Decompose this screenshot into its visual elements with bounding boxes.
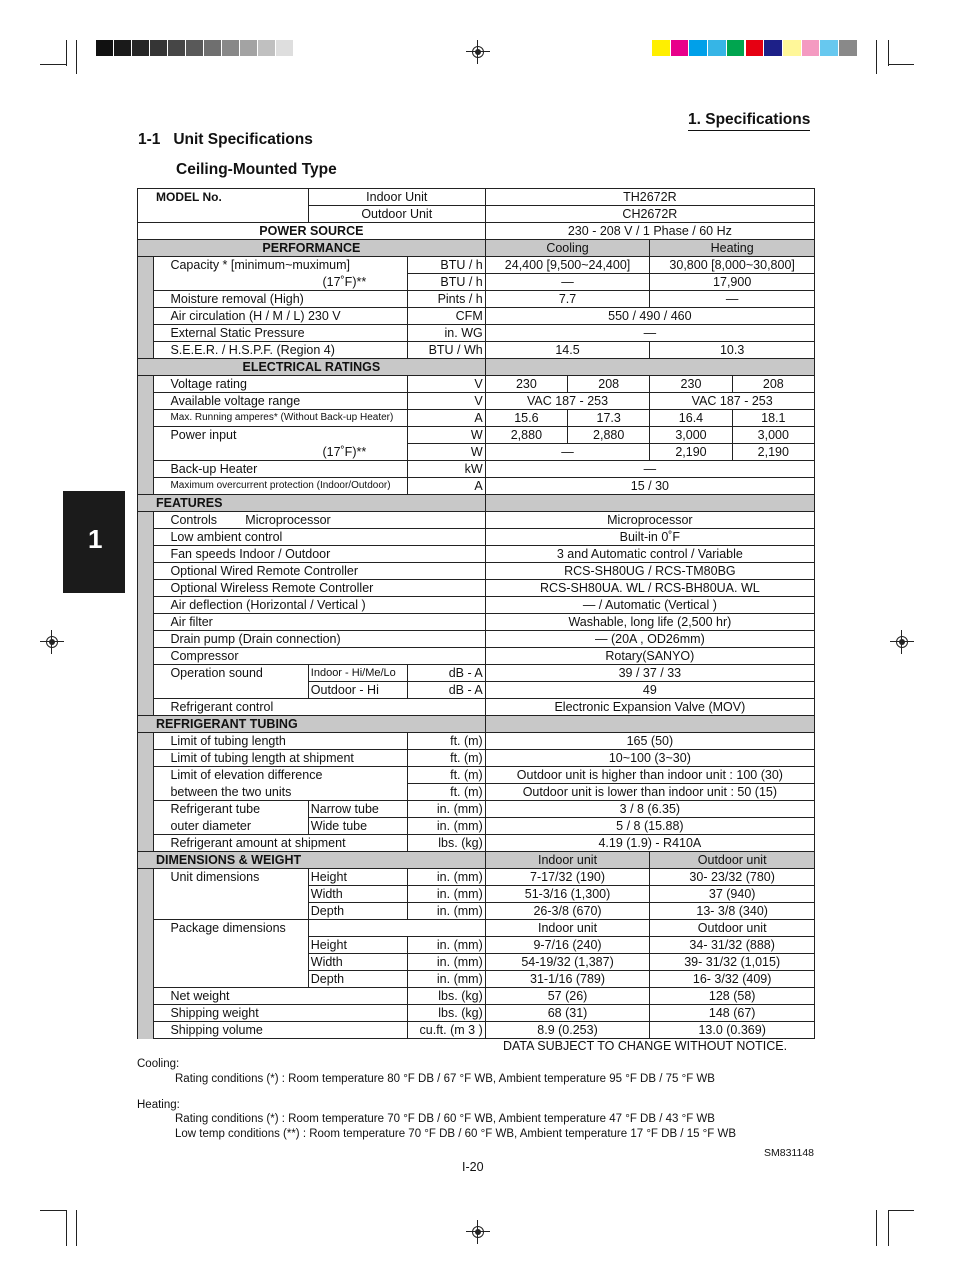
cell: Air deflection (Horizontal / Vertical ) [154,597,485,614]
table-row [138,784,815,801]
cell: 2,880 [485,427,567,444]
cell: — / Automatic (Vertical ) [485,597,814,614]
cell [485,716,814,733]
color-swatch [764,40,782,56]
color-swatch [186,40,203,56]
cell: Unit dimensions [154,869,308,920]
spec-table [137,188,815,1039]
registration-mark-icon [44,634,60,650]
heating-label: Heating: [137,1099,180,1111]
table-row [138,546,815,563]
cell: 7-17/32 (190) [485,869,650,886]
gray-calibration-bar [96,40,300,56]
table-row [138,223,815,240]
table-row [138,750,815,767]
color-swatch [240,40,257,56]
table-row [138,1022,815,1039]
cell: 37 (940) [650,886,815,903]
table-row [138,682,815,699]
cell: Back-up Heater [154,461,407,478]
table-row [138,631,815,648]
cell: Outdoor unit is lower than indoor unit : 50 (15) [485,784,814,801]
outdoor-model: CH2672R [485,206,814,223]
table-row [138,563,815,580]
cell: in. WG [407,325,485,342]
cell: 165 (50) [485,733,814,750]
cell: BTU / h [407,257,485,274]
cell: Net weight [154,988,407,1005]
cell: Shipping volume [154,1022,407,1039]
cell: 3 / 8 (6.35) [485,801,814,818]
crop-mark [888,1210,889,1246]
cell: 3 and Automatic control / Variable [485,546,814,563]
row-gutter [138,257,154,359]
cell: — [485,325,814,342]
cell: Optional Wired Remote Controller [154,563,485,580]
cell: lbs. (kg) [407,1005,485,1022]
cell: Indoor - Hi/Me/Lo [308,665,407,682]
cell: Washable, long life (2,500 hr) [485,614,814,631]
color-swatch [783,40,801,56]
crop-mark [66,40,67,66]
cell: Wide tube [308,818,407,835]
crop-mark [888,64,914,65]
cooling-rating: Rating conditions (*) : Room temperature 80 °F DB / 67 °F WB, Ambient temperature 95 °F DB / 75 °F WB [175,1073,715,1085]
table-row [138,869,815,886]
cell: 51-3/16 (1,300) [485,886,650,903]
cell: — [485,274,650,291]
cell: S.E.E.R. / H.S.P.F. (Region 4) [154,342,407,359]
cell: Height [308,937,407,954]
cell: 2,190 [650,444,732,461]
cell: W [407,444,485,461]
cell: in. (mm) [407,954,485,971]
cell: Rotary(SANYO) [485,648,814,665]
cell: in. (mm) [407,818,485,835]
cell: 8.9 (0.253) [485,1022,650,1039]
cell: 208 [568,376,650,393]
cell: ft. (m) [407,750,485,767]
cell: 2,880 [568,427,650,444]
table-row [138,529,815,546]
table-row [138,920,815,937]
table-row [138,767,815,784]
color-calibration-bar [652,40,858,56]
cell: Optional Wireless Remote Controller [154,580,485,597]
cell: Max. Running amperes* (Without Back-up Heater) [154,410,407,427]
color-swatch [258,40,275,56]
cell: V [407,376,485,393]
table-row [138,291,815,308]
cell: A [407,410,485,427]
cell: W [407,427,485,444]
table-row [138,325,815,342]
table-row [138,189,815,206]
cell: 9-7/16 (240) [485,937,650,954]
cell: — (20A , OD26mm) [485,631,814,648]
color-swatch [276,40,293,56]
cooling-label: Cooling: [137,1058,180,1070]
performance-header: PERFORMANCE [138,240,486,257]
cell: 18.1 [732,410,814,427]
crop-mark [76,40,77,74]
crop-mark [876,1210,877,1246]
color-swatch [802,40,820,56]
cell: — [485,444,650,461]
cell: in. (mm) [407,801,485,818]
cell: Low ambient control [154,529,485,546]
heating-header: Heating [650,240,815,257]
cell: RCS-SH80UG / RCS-TM80BG [485,563,814,580]
table-row [138,580,815,597]
row-gutter [138,512,154,716]
registration-mark-icon [470,1224,486,1240]
cell: ft. (m) [407,767,485,784]
cooling-header: Cooling [485,240,650,257]
cell: Power input [154,427,407,444]
cell: dB - A [407,682,485,699]
cell: cu.ft. (m 3 ) [407,1022,485,1039]
disclaimer: DATA SUBJECT TO CHANGE WITHOUT NOTICE. [503,1039,788,1053]
cell: Limit of tubing length [154,733,407,750]
color-swatch [132,40,149,56]
cell: — [485,461,814,478]
section-header [138,240,815,257]
cell: RCS-SH80UA. WL / RCS-BH80UA. WL [485,580,814,597]
cell: Controls [154,512,308,529]
cell: CFM [407,308,485,325]
cell: Width [308,886,407,903]
cell: Depth [308,971,407,988]
cell [308,920,485,937]
cell: BTU / Wh [407,342,485,359]
crop-mark [40,1210,66,1211]
features-header: FEATURES [138,495,486,512]
cell: kW [407,461,485,478]
cell: 30,800 [8,000~30,800] [650,257,815,274]
cell: Shipping weight [154,1005,407,1022]
cell: Compressor [154,648,485,665]
page-number: I-20 [462,1160,484,1174]
cell: VAC 187 - 253 [650,393,815,410]
cell: 31-1/16 (789) [485,971,650,988]
table-row [138,478,815,495]
table-row [138,699,815,716]
registration-mark-icon [470,44,486,60]
cell [245,512,485,529]
table-row [138,512,815,529]
cell: Narrow tube [308,801,407,818]
type-title: Ceiling-Mounted Type [176,161,337,178]
cell: Refrigerant tube [154,801,308,818]
section-header [138,852,815,869]
cell: in. (mm) [407,903,485,920]
cell [485,495,814,512]
cell: Fan speeds Indoor / Outdoor [154,546,485,563]
cell: Air circulation (H / M / L) 230 V [154,308,407,325]
cell: 4.19 (1.9) - R410A [485,835,814,852]
cell: 230 [650,376,732,393]
cell: 15 / 30 [485,478,814,495]
cell: 68 (31) [485,1005,650,1022]
cell: 14.5 [485,342,650,359]
cell: Package dimensions [154,920,308,988]
cell: Indoor unit [485,920,650,937]
crop-mark [888,40,889,66]
cell: between the two units [154,784,407,801]
electrical-header: ELECTRICAL RATINGS [138,359,486,376]
table-row [138,801,815,818]
table-row [138,410,815,427]
cell: 54-19/32 (1,387) [485,954,650,971]
cell: Limit of tubing length at shipment [154,750,407,767]
table-row [138,376,815,393]
cell: lbs. (kg) [407,988,485,1005]
cell: 34- 31/32 (888) [650,937,815,954]
cell: Outdoor unit is higher than indoor unit : 100 (30) [485,767,814,784]
indoor-unit-label: Indoor Unit [308,189,485,206]
color-swatch [150,40,167,56]
cell: 10.3 [650,342,815,359]
cell: A [407,478,485,495]
cell: 550 / 490 / 460 [485,308,814,325]
cell: Height [308,869,407,886]
cell: Available voltage range [154,393,407,410]
cell: 16- 3/32 (409) [650,971,815,988]
table-row [138,342,815,359]
cell: 10~100 (3~30) [485,750,814,767]
doc-code: SM831148 [764,1147,815,1159]
cell: 5 / 8 (15.88) [485,818,814,835]
cell: Drain pump (Drain connection) [154,631,485,648]
cell: 128 (58) [650,988,815,1005]
color-swatch [96,40,113,56]
cell: 208 [732,376,814,393]
color-swatch [820,40,838,56]
cell: ft. (m) [407,784,485,801]
table-row [138,308,815,325]
cell: ft. (m) [407,733,485,750]
cell: Outdoor - Hi [308,682,407,699]
cell: — [650,291,815,308]
color-swatch [222,40,239,56]
outdoor-unit-label: Outdoor Unit [308,206,485,223]
crop-mark [888,1210,914,1211]
color-swatch [671,40,689,56]
model-no-label: MODEL No. [138,189,309,223]
power-source-value: 230 - 208 V / 1 Phase / 60 Hz [485,223,814,240]
crop-mark [40,64,66,65]
table-row [138,274,815,291]
cell: 26-3/8 (670) [485,903,650,920]
color-swatch [114,40,131,56]
cell: Built-in 0˚F [485,529,814,546]
cell: Operation sound [154,665,308,682]
table-row [138,257,815,274]
cell: (17˚F)** [154,444,407,461]
crop-mark [76,1210,77,1246]
cell: Microprocessor [485,512,814,529]
cell: 17,900 [650,274,815,291]
table-row [138,427,815,444]
cell: 17.3 [568,410,650,427]
cell: dB - A [407,665,485,682]
cell: 49 [485,682,814,699]
cell: outer diameter [154,818,308,835]
row-gutter [138,733,154,852]
cell: in. (mm) [407,869,485,886]
cell: Refrigerant amount at shipment [154,835,407,852]
heating-rating: Rating conditions (*) : Room temperature 70 °F DB / 60 °F WB, Ambient temperature 47 °F DB / 43 °F WB [175,1113,715,1125]
section-title: 1. Specifications [688,111,810,131]
color-swatch [746,40,764,56]
row-gutter [138,869,154,1039]
dimensions-header: DIMENSIONS & WEIGHT [138,852,486,869]
section-header [138,716,815,733]
cell [154,682,308,699]
indoor-model: TH2672R [485,189,814,206]
table-row [138,665,815,682]
dim-indoor-header: Indoor unit [485,852,650,869]
cell: BTU / h [407,274,485,291]
section-header [138,359,815,376]
cell: in. (mm) [407,937,485,954]
table-row [138,597,815,614]
tubing-header: REFRIGERANT TUBING [138,716,486,733]
table-row [138,444,815,461]
table-row [138,733,815,750]
color-swatch [168,40,185,56]
cell: Capacity * [minimum~muximum] [154,257,407,274]
cell: V [407,393,485,410]
cell: Width [308,954,407,971]
cell: 24,400 [9,500~24,400] [485,257,650,274]
table-row [138,461,815,478]
row-gutter [138,376,154,495]
cell: 3,000 [650,427,732,444]
table-row [138,648,815,665]
table-row [138,393,815,410]
power-source-label: POWER SOURCE [138,223,486,240]
cell: 13.0 (0.369) [650,1022,815,1039]
cell: Electronic Expansion Valve (MOV) [485,699,814,716]
cell: 3,000 [732,427,814,444]
color-swatch [708,40,726,56]
cell: Refrigerant control [154,699,485,716]
subsection-title: 1-1 Unit Specifications [138,131,313,148]
cell: 230 [485,376,567,393]
cell: Limit of elevation difference [154,767,407,784]
dim-outdoor-header: Outdoor unit [650,852,815,869]
cell: in. (mm) [407,886,485,903]
cell: 148 (67) [650,1005,815,1022]
table-row [138,1005,815,1022]
color-swatch [689,40,707,56]
cell: Maximum overcurrent protection (Indoor/Outdoor) [154,478,407,495]
registration-mark-icon [894,634,910,650]
crop-mark [66,1210,67,1246]
cell: 16.4 [650,410,732,427]
cell: Pints / h [407,291,485,308]
section-header [138,495,815,512]
crop-mark [876,40,877,74]
cell: 39 / 37 / 33 [485,665,814,682]
cell: 2,190 [732,444,814,461]
table-row [138,614,815,631]
cell: 39- 31/32 (1,015) [650,954,815,971]
color-swatch [652,40,670,56]
cell: Depth [308,903,407,920]
color-swatch [727,40,745,56]
color-swatch [204,40,221,56]
cell [485,359,814,376]
color-swatch [839,40,857,56]
cell: lbs. (kg) [407,835,485,852]
cell: (17˚F)** [154,274,407,291]
cell: External Static Pressure [154,325,407,342]
table-row [138,988,815,1005]
cell: Moisture removal (High) [154,291,407,308]
cell: Outdoor unit [650,920,815,937]
heating-low-temp: Low temp conditions (**) : Room temperature 70 °F DB / 60 °F WB, Ambient temperature 17 °F DB / 15 °F WB [175,1128,737,1140]
cell: 7.7 [485,291,650,308]
controls-type: Microprocessor [245,513,331,527]
cell: 13- 3/8 (340) [650,903,815,920]
cell: 30- 23/32 (780) [650,869,815,886]
cell: in. (mm) [407,971,485,988]
table-row [138,818,815,835]
cell: 15.6 [485,410,567,427]
cell: VAC 187 - 253 [485,393,650,410]
cell: Air filter [154,614,485,631]
cell: Voltage rating [154,376,407,393]
cell: 57 (26) [485,988,650,1005]
chapter-tab-number: 1 [88,524,103,554]
table-row [138,835,815,852]
